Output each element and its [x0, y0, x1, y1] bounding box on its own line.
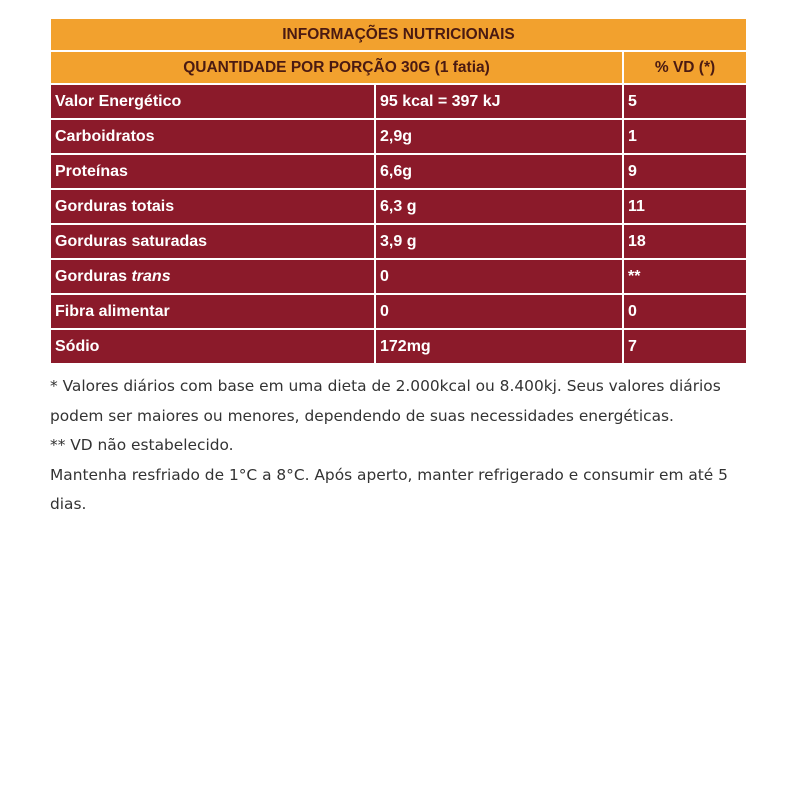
nutrient-vd: 7	[623, 329, 747, 364]
nutrient-amount: 172mg	[375, 329, 623, 364]
storage-instructions: Mantenha resfriado de 1°C a 8°C. Após aperto, manter refrigerado e consumir em até 5 dias.	[50, 465, 728, 513]
nutrition-facts-table	[49, 17, 748, 365]
nutrient-name	[50, 259, 375, 294]
table-title: INFORMAÇÕES NUTRICIONAIS	[50, 18, 747, 51]
nutrient-name: Gorduras totais	[50, 189, 375, 224]
nutrient-name: Proteínas	[50, 154, 375, 189]
nutrient-amount: 6,6g	[375, 154, 623, 189]
nutrient-name: Carboidratos	[50, 119, 375, 154]
table-row	[50, 189, 747, 224]
footnotes	[50, 372, 750, 520]
nutrient-amount: 3,9 g	[375, 224, 623, 259]
footnote-daily-values: * Valores diários com base em uma dieta de 2.000kcal ou 8.400kj. Seus valores diários podem ser maiores ou menores, dependendo de suas necessidades energéticas.	[50, 377, 721, 425]
nutrient-amount: 95 kcal = 397 kJ	[375, 84, 623, 119]
table-row	[50, 119, 747, 154]
nutrient-vd: 11	[623, 189, 747, 224]
vd-header: % VD (*)	[623, 51, 747, 84]
nutrient-vd: 1	[623, 119, 747, 154]
table-title-row	[50, 18, 747, 51]
table-row	[50, 294, 747, 329]
nutrient-name-prefix: Gorduras	[55, 268, 132, 285]
nutrient-amount: 6,3 g	[375, 189, 623, 224]
nutrient-vd: 9	[623, 154, 747, 189]
nutrient-amount: 2,9g	[375, 119, 623, 154]
nutrient-name: Fibra alimentar	[50, 294, 375, 329]
portion-header: QUANTIDADE POR PORÇÃO 30G (1 fatia)	[50, 51, 623, 84]
nutrient-amount: 0	[375, 294, 623, 329]
nutrient-name: Sódio	[50, 329, 375, 364]
nutrient-vd: **	[623, 259, 747, 294]
footnote-vd-not-established: ** VD não estabelecido.	[50, 436, 234, 454]
table-row	[50, 84, 747, 119]
table-row	[50, 224, 747, 259]
nutrient-name-italic: trans	[131, 268, 171, 285]
table-row	[50, 259, 747, 294]
nutrient-vd: 5	[623, 84, 747, 119]
table-header-row	[50, 51, 747, 84]
nutrient-vd: 18	[623, 224, 747, 259]
nutrient-name: Gorduras saturadas	[50, 224, 375, 259]
table-row	[50, 329, 747, 364]
nutrient-name: Valor Energético	[50, 84, 375, 119]
nutrient-vd: 0	[623, 294, 747, 329]
nutrient-amount: 0	[375, 259, 623, 294]
table-row	[50, 154, 747, 189]
